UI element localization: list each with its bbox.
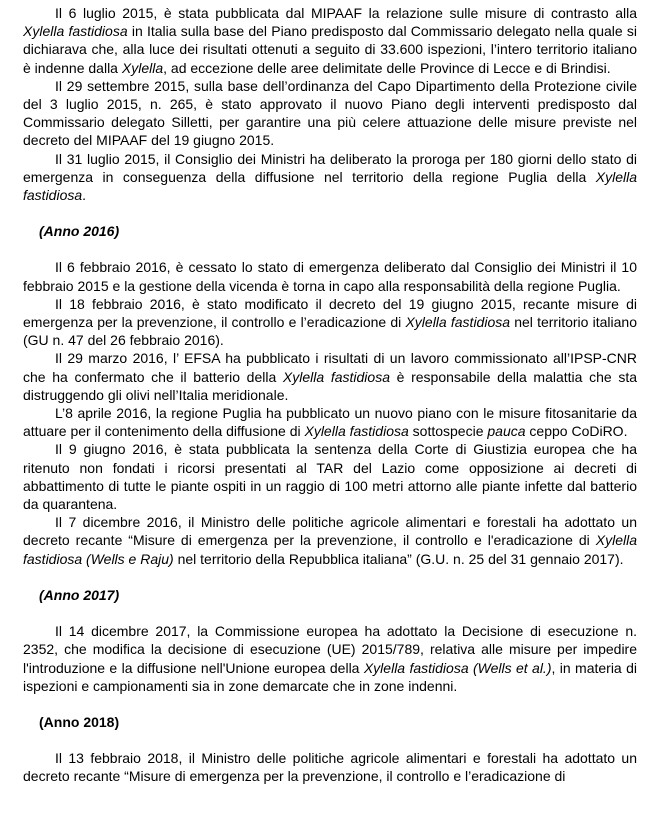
section-2015	[23, 4, 637, 204]
paragraph: Il 7 dicembre 2016, il Ministro delle politiche agricole alimentari e forestali ha adottato un decreto recante “Misure di emergenza per la prevenzione, il controllo e l'eradicazione di Xylella fastidiosa (Wells e Raju) nel territorio della Repubblica italiana” (G.U. n. 25 del 31 gennaio 2017).	[23, 514, 637, 567]
paragraph: Il 14 dicembre 2017, la Commissione europea ha adottato la Decisione di esecuzione n. 2352, che modifica la decisione di esecuzione (UE) 2015/789, relativa alle misure per impedire l'introduzione e la diffusione nell'Unione europea della Xylella fastidiosa (Wells et al.), in materia di ispezioni e campionamenti sia in zone demarcate che in zone indenni.	[23, 623, 637, 694]
italic-term: Xylella fastidiosa	[23, 168, 637, 204]
paragraph: Il 6 luglio 2015, è stata pubblicata dal MIPAAF la relazione sulle misure di contrasto alla Xylella fastidiosa in Italia sulla base del Piano predisposto dal Commissario delegato nella quale si dichiarava che, alla luce dei risultati ottenuti a seguito di 33.600 ispezioni, l’intero territorio italiano è indenne dalla Xylella, ad eccezione delle aree delimitate delle Province di Lecce e di Brindisi.	[23, 5, 637, 76]
paragraph: Il 29 marzo 2016, l’ EFSA ha pubblicato i risultati di un lavoro commissionato all’IPSP-CNR che ha confermato che il batterio della Xylella fastidiosa è responsabile della malattia che sta distruggendo gli olivi nell’Italia meridionale.	[23, 350, 638, 403]
paragraph: L’8 aprile 2016, la regione Puglia ha pubblicato un nuovo piano con le misure fitosanitarie da attuare per il contenimento della diffusione di Xylella fastidiosa sottospecie pauca ceppo CoDiRO.	[23, 405, 637, 440]
paragraph: Il 6 febbraio 2016, è cessato lo stato di emergenza deliberato dal Consiglio dei Ministri il 10 febbraio 2015 e la gestione della vicenda è torna in capo alla responsabilità della regione Puglia.	[23, 259, 637, 294]
italic-term: Xylella fastidiosa	[23, 23, 128, 40]
paragraph: Il 9 giugno 2016, è stata pubblicata la sentenza della Corte di Giustizia europea che ha ritenuto non fondati i ricorsi presentati al TAR del Lazio come opposizione ai decreti di abbattimento di tutte le piante ospiti in un raggio di 100 metri attorno alle piante infette dal batterio da quarantena.	[23, 441, 637, 513]
italic-term: Xylella fastidiosa	[304, 423, 409, 440]
section-2017	[23, 622, 637, 695]
italic-term: Xylella fastidiosa (Wells et al.)	[363, 659, 552, 676]
italic-term: Xylella fastidiosa	[282, 368, 390, 385]
section-heading-2018: (Anno 2018)	[39, 713, 120, 730]
paragraph: Il 31 luglio 2015, il Consiglio dei Ministri ha deliberato la proroga per 180 giorni dello stato di emergenza in conseguenza della diffusione nel territorio della regione Puglia della Xylella fastidiosa.	[23, 150, 637, 204]
section-2018	[23, 749, 637, 785]
section-heading-2017: (Anno 2017)	[39, 586, 120, 603]
italic-term: pauca	[487, 423, 526, 440]
section-heading-2016: (Anno 2016)	[39, 223, 120, 240]
paragraph: Il 18 febbraio 2016, è stato modificato il decreto del 19 giugno 2015, recante misure di emergenza per la prevenzione, il controllo e l’eradicazione di Xylella fastidiosa nel territorio italiano (GU n. 47 del 26 febbraio 2016).	[23, 295, 637, 349]
italic-term: Xylella	[121, 59, 164, 76]
section-2016	[23, 258, 637, 567]
paragraph: Il 29 settembre 2015, sulla base dell’ordinanza del Capo Dipartimento della Protezione civile del 3 luglio 2015, n. 265, è stato approvato il nuovo Piano degli interventi predisposto dal Commissario delegato Silletti, per garantire una più celere attuazione delle misure previste nel decreto del MIPAAF del 19 giugno 2015.	[23, 77, 637, 149]
italic-term: Xylella fastidiosa	[405, 314, 511, 331]
paragraph: Il 13 febbraio 2018, il Ministro delle politiche agricole alimentari e forestali ha adottato un decreto recante “Misure di emergenza per la prevenzione, il controllo e l’eradicazione di	[23, 750, 637, 785]
italic-term: Xylella fastidiosa (Wells e Raju)	[23, 532, 637, 567]
